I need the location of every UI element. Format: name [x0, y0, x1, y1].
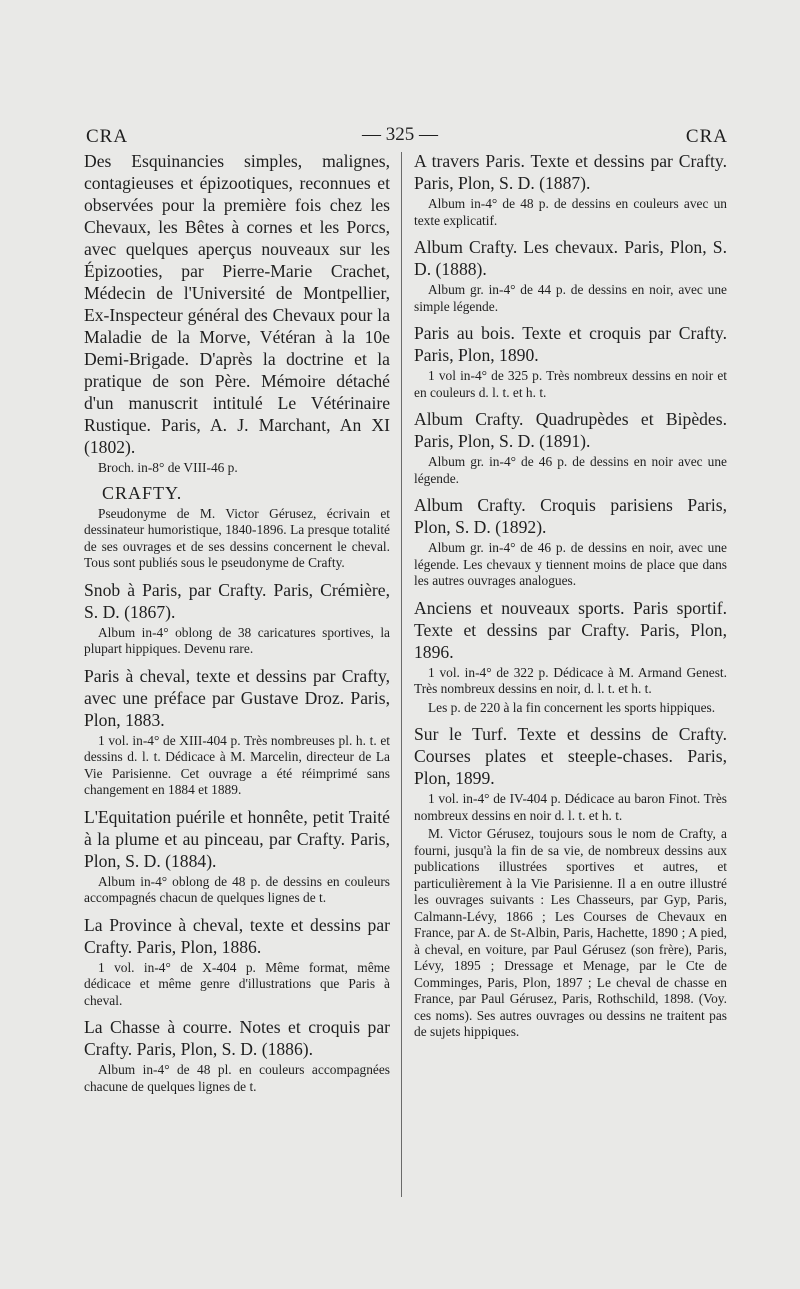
- entry-note: Album gr. in-4° de 44 p. de dessins en noir, avec une simple légende.: [414, 282, 727, 314]
- bib-entry-croquis-parisiens: [414, 494, 727, 590]
- bib-entry-province: [84, 914, 390, 1010]
- entry-note: 1 vol. in-4° de 322 p. Dédicace à M. Armand Genest. Très nombreux dessins en noir, d. l. t. et h. t.: [414, 664, 727, 696]
- entry-title: A travers Paris. Texte et dessins par Crafty. Paris, Plon, S. D. (1887).: [414, 151, 727, 193]
- bib-entry-album-chevaux: [414, 236, 727, 315]
- bib-entry-chasse: [84, 1016, 390, 1095]
- entry-title: Paris au bois. Texte et croquis par Crafty. Paris, Plon, 1890.: [414, 323, 727, 365]
- entry-title: Des Esquinancies simples, malignes, contagieuses et épizootiques, reconnues et observées pour la première fois chez les Chevaux, les Bêtes à cornes et les Porcs, avec quelques aperçus nouveaux sur les Épizooties, par Pierre-Marie Crachet, Médecin de l'Université de Montpellier, Ex-Inspecteur général des Chevaux pour la Maladie de la Morve, Vétéran à la 10e Demi-Brigade. D'après la doctrine et la pratique de son Père. Mémoire détaché d'un manuscrit intitulé Le Vétérinaire Rustique. Paris, A. J. Marchant, An XI (1802).: [84, 151, 390, 457]
- entry-title: Snob à Paris, par Crafty. Paris, Crémière, S. D. (1867).: [84, 579, 390, 622]
- entry-note: Album in-4° oblong de 38 caricatures sportives, la plupart hippiques. Devenu rare.: [84, 624, 390, 656]
- entry-note: Broch. in-8° de VIII-46 p.: [98, 460, 238, 475]
- entry-note-extra: Les p. de 220 à la fin concernent les sports hippiques.: [428, 699, 716, 715]
- entry-note-extra: M. Victor Gérusez, toujours sous le nom de Crafty, a fourni, jusqu'à la fin de sa vie, de nombreux dessins aux publications illustrées sportives et autres, et particulièrement à la Vie Parisienne. Il a en outre illustré les ouvrages suivants : Les Chasseurs, par Gyp, Paris, Calmann-Lévy, 1866 ; Les Courses de Chevaux en France, par A. de St-Albin, Paris, Hachette, 1890 ; A pied, à cheval, en voiture, par Paul Gérusez (son frère), Paris, Lévy, 1895 ; Dressage et Menage, par le Cte de Comminges, Paris, Plon, 1897 ; Le cheval de chasse en France, par Paul Gérusez, Paris, Rothschild, 1898. (Voy. ces noms). Ses autres ouvrages ou dessins ne traitent pas de sujets hippiques.: [414, 826, 727, 1039]
- pseudonym-note: Pseudonyme de M. Victor Gérusez, écrivain et dessinateur humoristique, 1840-1896. La presque totalité de ses ouvrages et de ses dessins concernent le cheval. Tous sont publiés sous le pseudonyme de Crafty.: [84, 505, 390, 570]
- bib-entry-esquinancies: [84, 150, 390, 477]
- entry-title: Album Crafty. Les chevaux. Paris, Plon, S. D. (1888).: [414, 237, 727, 279]
- entry-title: La Province à cheval, texte et dessins par Crafty. Paris, Plon, 1886.: [84, 914, 390, 957]
- column-divider: [401, 152, 402, 1197]
- bib-entry-paris-au-bois: [414, 322, 727, 401]
- entry-title: L'Equitation puérile et honnête, petit Traité à la plume et au pinceau, par Crafty. Paris, Plon, S. D. (1884).: [84, 806, 390, 871]
- running-head-left: CRA: [86, 126, 129, 147]
- entry-title: Album Crafty. Croquis parisiens Paris, Plon, S. D. (1892).: [414, 495, 727, 537]
- right-column: [414, 150, 727, 1047]
- entry-note: Album gr. in-4° de 46 p. de dessins en noir avec une légende.: [414, 454, 727, 486]
- entry-title: Paris à cheval, texte et dessins par Crafty, avec une préface par Gustave Droz. Paris, Plon, 1883.: [84, 665, 390, 730]
- entry-note: Album in-4° oblong de 48 p. de dessins en couleurs accompagnés chacun de quelques lignes de t.: [84, 873, 390, 905]
- bib-entry-paris-a-cheval: [84, 665, 390, 799]
- page-number: — 325 —: [362, 124, 438, 145]
- bib-entry-equitation: [84, 806, 390, 907]
- entry-title: La Chasse à courre. Notes et croquis par Crafty. Paris, Plon, S. D. (1886).: [84, 1017, 390, 1059]
- entry-note: 1 vol. in-4° de IV-404 p. Dédicace au baron Finot. Très nombreux dessins en noir d. l. t. et h. t.: [414, 791, 727, 823]
- entry-note: 1 vol. in-4° de X-404 p. Même format, même dédicace et même genre d'illustrations que Paris à cheval.: [84, 959, 390, 1008]
- entry-title: Album Crafty. Quadrupèdes et Bipèdes. Paris, Plon, S. D. (1891).: [414, 409, 727, 451]
- entry-note: 1 vol. in-4° de XIII-404 p. Très nombreuses pl. h. t. et dessins d. l. t. Dédicace à M. Marcelin, directeur de La Vie Parisienne. Cet ouvrage a été réimprimé sans changement en 1884 et 1889.: [84, 732, 390, 797]
- author-heading: CRAFTY.: [102, 482, 183, 503]
- bib-entry-quadrupedes: [414, 408, 727, 487]
- bib-entry-a-travers-paris: [414, 150, 727, 229]
- bib-entry-sports: [414, 597, 727, 717]
- bib-entry-turf: [414, 723, 727, 1041]
- entry-note: 1 vol in-4° de 325 p. Très nombreux dessins en noir et en couleurs d. l. t. et h. t.: [414, 368, 727, 400]
- entry-note: Album in-4° de 48 pl. en couleurs accompagnées chacune de quelques lignes de t.: [84, 1062, 390, 1094]
- running-head-right: CRA: [685, 126, 728, 147]
- entry-title: Anciens et nouveaux sports. Paris sportif. Texte et dessins par Crafty. Paris, Plon, 1896.: [414, 597, 727, 662]
- entry-note: Album in-4° de 48 p. de dessins en couleurs avec un texte explicatif.: [414, 196, 727, 228]
- bib-entry-snob: [84, 579, 390, 658]
- left-column: [84, 150, 390, 1101]
- entry-note: Album gr. in-4° de 46 p. de dessins en noir, avec une légende. Les chevaux y tiennent moins de place que dans les autres ouvrages analogues.: [414, 540, 727, 588]
- entry-title: Sur le Turf. Texte et dessins de Crafty. Courses plates et steeple-chases. Paris, Plon, 1899.: [414, 724, 727, 788]
